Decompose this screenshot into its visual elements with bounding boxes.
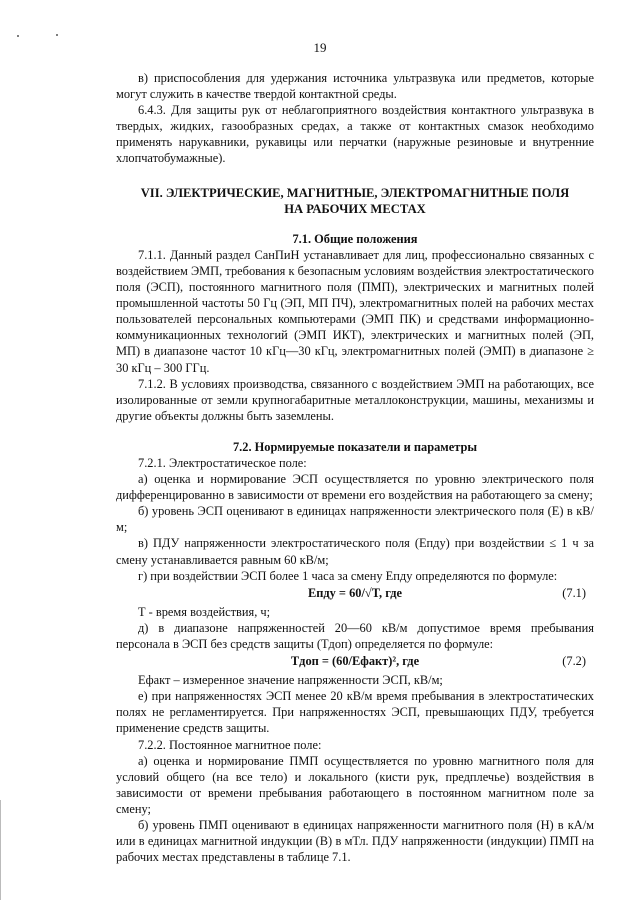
section-title <box>116 185 594 217</box>
paragraph: 7.1.2. В условиях производства, связанного с воздействием ЭМП на работающих, все изолированные от земли крупногабаритные металлоконструкции, машины, механизмы и другие объекты должны быть заземлены. <box>116 376 594 423</box>
section-title-line1: VII. ЭЛЕКТРИЧЕСКИЕ, МАГНИТНЫЕ, ЭЛЕКТРОМАГНИТНЫЕ ПОЛЯ <box>140 185 570 200</box>
page-number: 19 <box>313 40 327 55</box>
formula-number: (7.2) <box>562 654 586 669</box>
paragraph: 6.4.3. Для защиты рук от неблагоприятного воздействия контактного ультразвука в твердых, жидких, газообразных средах, а также от контактных смазок необходимо применять нарукавники, рукавицы или перчатки (наружные резиновые и внутренние хлопчатобумажные). <box>116 103 594 166</box>
paragraph: 7.2.2. Постоянное магнитное поле: <box>138 737 322 752</box>
section-title-line2: НА РАБОЧИХ МЕСТАХ <box>284 201 426 216</box>
paragraph: д) в диапазоне напряженностей 20—60 кВ/м допустимое время пребывания персонала в ЭСП без средств защиты (Тдоп) определяется по формуле: <box>116 620 594 651</box>
paragraph: 7.2.1. Электростатическое поле: <box>138 455 307 470</box>
scan-speck <box>56 34 58 36</box>
paragraph: Eфакт – измеренное значение напряженности ЭСП, кВ/м; <box>138 673 443 688</box>
paragraph: г) при воздействии ЭСП более 1 часа за смену Eпду определяются по формуле: <box>138 568 558 583</box>
paragraph: в) ПДУ напряженности электростатического поля (Eпду) при воздействии ≤ 1 ч за смену устанавливается равным 60 кВ/м; <box>116 536 594 567</box>
page-body <box>116 70 594 865</box>
formula-text: Тдоп = (60/Eфакт)², где <box>290 654 420 669</box>
paragraph: в) приспособления для удержания источника ультразвука или предметов, которые могут служить в качестве твердой контактной среды. <box>116 71 594 102</box>
paragraph: 7.1.1. Данный раздел СанПиН устанавливает для лиц, профессионально связанных с воздействием ЭМП, требования к безопасным условиям воздействия электростатического поля (ЭСП), постоянного магнитного поля (ПМП), электрических и магнитных полей промышленной частоты 50 Гц (ЭП, МП ПЧ), электромагнитных полей на рабочих местах пользователей персональных компьютерами (ЭМП ПК) и средствами информационно-коммуникационных технологий (ЭМП ИКТ), электрических и магнитных полей (ЭП, МП) в диапазоне частот 10 кГц—30 кГц, электромагнитных полей (ЭМП) в диапазоне ≥ 30 кГц – 300 ГГц. <box>116 247 594 375</box>
scan-edge <box>0 800 1 900</box>
subsection-title: 7.1. Общие положения <box>292 231 418 246</box>
paragraph: б) уровень ПМП оценивают в единицах напряженности магнитного поля (Н) в кА/м или в единицах магнитной индукции (В) в мТл. ПДУ напряженности (индукции) ПМП на рабочих местах представлены в таблице 7.1. <box>116 818 594 865</box>
formula <box>116 653 594 669</box>
formula-number: (7.1) <box>562 585 586 600</box>
paragraph: а) оценка и нормирование ПМП осуществляется по уровню магнитного поля для условий общего (на все тело) и локального (кисти рук, предплечье) воздействия в зависимости от времени пребывания работающего в постоянном магнитном поле за смену; <box>116 753 594 816</box>
formula <box>116 585 594 601</box>
paragraph: а) оценка и нормирование ЭСП осуществляется по уровню электрического поля дифференцированно в зависимости от времени его воздействия на работающего за смену; <box>116 472 594 503</box>
paragraph: б) уровень ЭСП оценивают в единицах напряженности электрического поля (Е) в кВ/м; <box>116 504 594 535</box>
scan-speck <box>17 35 19 37</box>
paragraph: Т - время воздействия, ч; <box>138 604 271 619</box>
subsection-title: 7.2. Нормируемые показатели и параметры <box>232 439 478 454</box>
paragraph: е) при напряженностях ЭСП менее 20 кВ/м время пребывания в электростатических полях не регламентируется. При напряженностях ЭСП, превышающих ПДУ, требуется применение средств защиты. <box>116 689 594 736</box>
formula-text: Eпду = 60/√T, где <box>307 585 403 600</box>
